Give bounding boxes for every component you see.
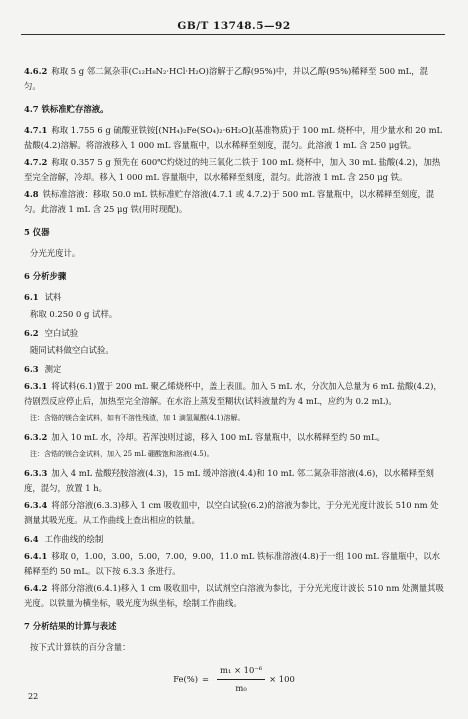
clause-text: 将部分溶液(6.3.3)移入 1 cm 吸收皿中，以空白试验(6.2)的溶液为参比，于分光光度计波长 510 nm 处测量其吸光度。从工作曲线上查出相应的铁量。	[24, 500, 439, 525]
subsection-number: 6.1	[24, 292, 39, 302]
subsection-heading	[24, 326, 444, 341]
note-text: 注：含铬的镁合金试料，如有不溶性残渣，加 1 滴氢氟酸(4.1)溶解。	[30, 414, 245, 422]
clause-text: 称取 1.755 6 g 硫酸亚铁铵[(NH₄)₂Fe(SO₄)₂·6H₂O](基准物质)于 100 mL 烧杯中，用少量水和 20 mL 盐酸(4.2)溶解。将溶液移入 1 000 mL 容量瓶中，以水稀释至刻度，混匀。此溶液 1 mL 含 250 μg铁。	[24, 125, 443, 150]
section-heading: 4.7 铁标准贮存溶液。	[24, 104, 109, 114]
subsection-number: 6.4	[24, 534, 39, 544]
formula-denominator: m₀	[235, 683, 247, 693]
body-text: 分光光度计。	[30, 248, 81, 258]
subsection-heading	[24, 532, 444, 547]
clause-number: 4.7.2	[24, 157, 48, 167]
formula-lhs: Fe(%)	[173, 674, 199, 684]
section-heading: 7 分析结果的计算与表述	[24, 621, 117, 631]
clause-number: 6.4.2	[24, 583, 48, 593]
clause-text: 将试料(6.1)置于 200 mL 聚乙烯烧杯中，盖上表皿。加入 5 mL 水，分次加入总量为 6 mL 盐酸(4.2)，待剧烈反应停止后，加热至完全溶解。在水浴上蒸发至糊状(试料液量约为 4 mL，应约为 0.2 mL)。	[24, 381, 442, 406]
clause-number: 6.3.2	[24, 432, 48, 442]
clause-number: 6.3.3	[24, 468, 48, 478]
clause-number: 6.4.1	[24, 551, 48, 561]
clause-number: 4.6.2	[24, 66, 48, 76]
subsection-title: 试料	[44, 292, 62, 302]
standard-title: GB/T 13748.5—92	[177, 20, 291, 32]
subsection-heading	[24, 362, 444, 377]
clause-text: 加入 10 mL 水，冷却。若浑浊则过滤，移入 100 mL 容量瓶中，以水稀释至约 50 mL。	[51, 432, 385, 442]
section-heading: 6 分析步骤	[24, 271, 67, 281]
clause-paragraph	[24, 64, 444, 94]
subsection-title: 空白试验	[44, 328, 79, 338]
body-text: 称取 0.250 0 g 试样。	[30, 309, 118, 319]
clause-text: 称取 5 g 邻二氮杂菲(C₁₂H₈N₂·HCl·H₂O)溶解于乙醇(95%)中，并以乙醇(95%)稀释至 500 mL，混匀。	[24, 66, 428, 91]
clause-text: 移取 0，1.00，3.00，5.00，7.00，9.00，11.0 mL 铁标准溶液(4.8)于一组 100 mL 容量瓶中，以水稀释至约 50 mL。以下按 6.3.3 条进行。	[24, 551, 440, 576]
clause-paragraph	[24, 155, 444, 185]
body-text: 按下式计算铁的百分含量：	[30, 642, 131, 652]
clause-paragraph	[24, 466, 444, 496]
clause-number: 4.8	[24, 189, 39, 199]
subsection-number: 6.3	[24, 364, 39, 374]
clause-paragraph	[24, 581, 444, 611]
subsection-title: 工作曲线的绘制	[44, 534, 104, 544]
clause-paragraph	[24, 430, 444, 445]
body-text: 随同试料做空白试验。	[30, 345, 114, 355]
formula-numerator: m₁ × 10⁻⁶	[217, 663, 265, 680]
section-heading: 5 仪器	[24, 227, 50, 237]
formula-equals: =	[202, 674, 210, 684]
clause-text: 称取 0.357 5 g 预先在 600℃灼烧过的纯三氧化二铁于 100 mL 烧杯中，加入 30 mL 盐酸(4.2)，加热至完全溶解，冷却。移入 1 000 mL 容量瓶中，以水稀释至刻度，混匀。此溶液 1 mL 含 250 μg 铁。	[24, 157, 441, 182]
clause-number: 6.3.4	[24, 500, 48, 510]
page-number: 22	[28, 692, 39, 701]
clause-text: 加入 4 mL 盐酸羟胺溶液(4.3)，15 mL 缓冲溶液(4.4)和 10 mL 邻二氮杂菲溶液(4.6)，以水稀释至刻度，混匀，放置 1 h。	[24, 468, 434, 493]
subsection-heading	[24, 290, 444, 305]
clause-paragraph	[24, 187, 444, 217]
clause-paragraph	[24, 123, 444, 153]
document-body	[24, 64, 444, 696]
note-text: 注：含锆的镁合金试料，加入 25 mL 硼酸饱和溶液(4.5)。	[30, 450, 214, 458]
subsection-number: 6.2	[24, 328, 39, 338]
clause-number: 4.7.1	[24, 125, 48, 135]
clause-paragraph	[24, 549, 444, 579]
clause-number: 6.3.1	[24, 381, 48, 391]
formula-fraction	[217, 663, 265, 696]
clause-text: 铁标准溶液：移取 50.0 mL 铁标准贮存溶液(4.7.1 或 4.7.2)于 500 mL 容量瓶中，以水稀释至刻度，混匀。此溶液 1 mL 含 25 μg 铁(用时现配)。	[24, 189, 435, 214]
clause-text: 将部分溶液(6.4.1)移入 1 cm 吸收皿中，以试剂空白溶液为参比，于分光光度计波长 510 nm 处测量其吸光度。以铁量为横坐标，吸光度为纵坐标，绘制工作曲线。	[24, 583, 444, 608]
iron-content-formula	[24, 663, 444, 696]
clause-paragraph	[24, 379, 444, 409]
header-rule	[21, 34, 445, 35]
clause-paragraph	[24, 498, 444, 528]
formula-tail: × 100	[269, 674, 295, 684]
subsection-title: 测定	[44, 364, 62, 374]
